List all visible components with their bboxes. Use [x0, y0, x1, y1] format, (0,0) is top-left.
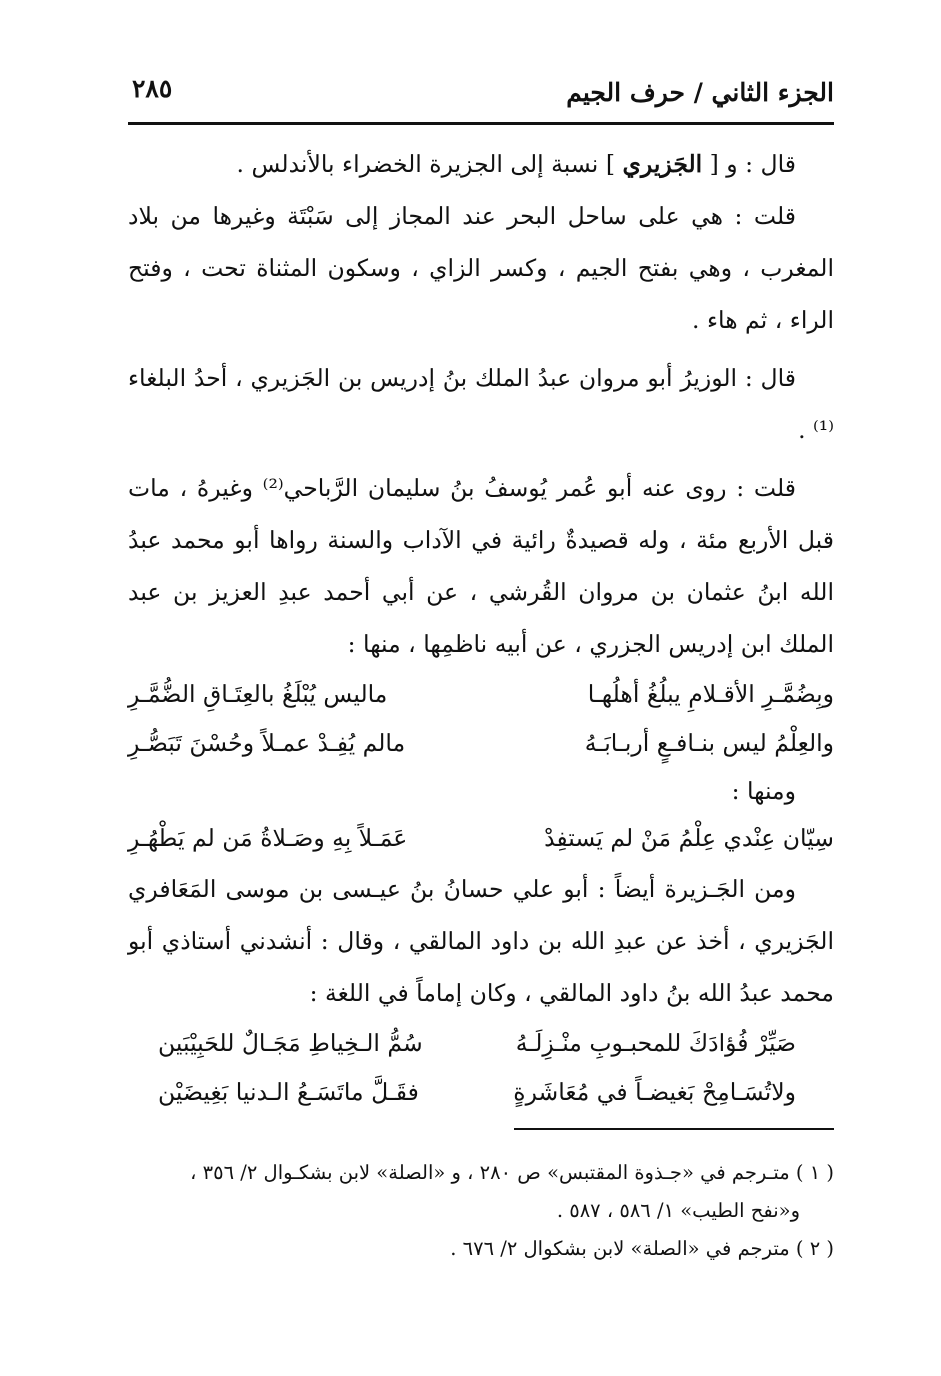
verse-first-hemistich: سِيّان عِنْدي عِلْمُ مَنْ لم يَستفِدْ [544, 824, 834, 852]
verse-intro-label: ومنها : [731, 777, 796, 805]
paragraph-2: قلت : هي على ساحل البحر عند المجاز إلى سَبْتَة وغيرها من بلاد المغرب ، وهي بفتح الجيم ، وكسر الزاي ، وسكون المثناة تحت ، وفتح الراء ، ثم هاء . [128, 202, 834, 334]
verse-second-hemistich: عَمَـلاً بِهِ وصَـلاةُ مَن لم يَطْهُـرِ [128, 824, 408, 852]
footnote-rule [514, 1128, 834, 1130]
verse-line [128, 719, 834, 768]
verse-line [128, 1019, 834, 1068]
main-text [128, 138, 834, 1117]
footnote-1-continuation: و«نفح الطيب» ١/ ٥٨٦ ، ٥٨٧ . [556, 1199, 800, 1222]
verse-second-hemistich: ماليس يُبْلَغُ بالعِتَـاقِ الضُّمَّـرِ [128, 680, 388, 708]
entry-name: الجَزيري [622, 150, 703, 178]
verse-first-hemistich: والعِلْمُ ليس بنـافـعٍ أربـابَـهُ [584, 729, 834, 757]
footnote-1: ( ١ ) متـرجم في «جـذوة المقتبس» ص ٢٨٠ ، و «الصلة» لابن بشكـوال ٢/ ٣٥٦ ، [190, 1161, 834, 1184]
page-header [128, 74, 834, 120]
verse-line [128, 670, 834, 719]
footnotes [128, 1154, 834, 1268]
running-title: الجزء الثاني / حرف الجيم [566, 78, 834, 107]
paragraph-5: ومن الجَـزيرة أيضاً : أبو علي حسانُ بنُ عيـسى بن موسى المَعَافري الجَزيري ، أخذ عن عبدِ الله بن داود المالقي ، وقال : أنشدني أستاذي أبو محمد عبدُ الله بنُ داود المالقي ، وكان إماماً في اللغة : [128, 875, 834, 1007]
paragraph-4: قلت : روى عنه أبو عُمر يُوسفُ بنُ سليمان الرَّباحي⁽²⁾ وغيرهُ ، مات قبل الأربع مئة ، وله قصيدةٌ رائية في الآداب والسنة رواها أبو محمد عبدُ الله ابنُ عثمان بن مروان القُرشي ، عن أبي أحمد عبدِ العزيز بن عبد الملك ابن إدريس الجزري ، عن أبيه ناظمِها ، منها : [128, 474, 834, 658]
paragraph-1-prefix: قال : و [ [702, 150, 796, 178]
header-rule [128, 122, 834, 125]
verse-line [128, 814, 834, 863]
verse-first-hemistich: وبِضُمَّـرِ الأقـلامِ يبلُغُ أهلُهـا [587, 680, 834, 708]
verse-second-hemistich: سُمُّ الـخِياطِ مَجَـالٌ للحَبِيْبَين [158, 1029, 423, 1057]
verse-first-hemistich: ولاتُسَـامِحْ بَغيضـاً في مُعَاشَرةٍ [513, 1078, 796, 1106]
paragraph-3: قال : الوزيرُ أبو مروان عبدُ الملك بنُ إدريس بن الجَزيري ، أحدُ البلغاء ⁽¹⁾ . [128, 364, 834, 444]
paragraph-1-suffix: ] نسبة إلى الجزيرة الخضراء بالأندلس . [236, 150, 623, 178]
footnote-2: ( ٢ ) مترجم في «الصلة» لابن بشكوال ٢/ ٦٧٦ . [450, 1237, 834, 1260]
page-number: ٢٨٥ [132, 74, 173, 103]
verse-second-hemistich: فقَـلَّ ماتَسَـعُ الـدنيا بَغِيضَيْن [158, 1078, 419, 1106]
paragraph-1 [128, 138, 834, 190]
verse-first-hemistich: صَيِّرْ فُؤادَكَ للمحبـوبِ منْـزِلَـهُ [515, 1029, 796, 1057]
verse-second-hemistich: مالم يُفِـدْ عمـلاً وحُسْنَ تَبَصُّـرِ [128, 729, 406, 757]
verse-line [128, 1068, 834, 1117]
